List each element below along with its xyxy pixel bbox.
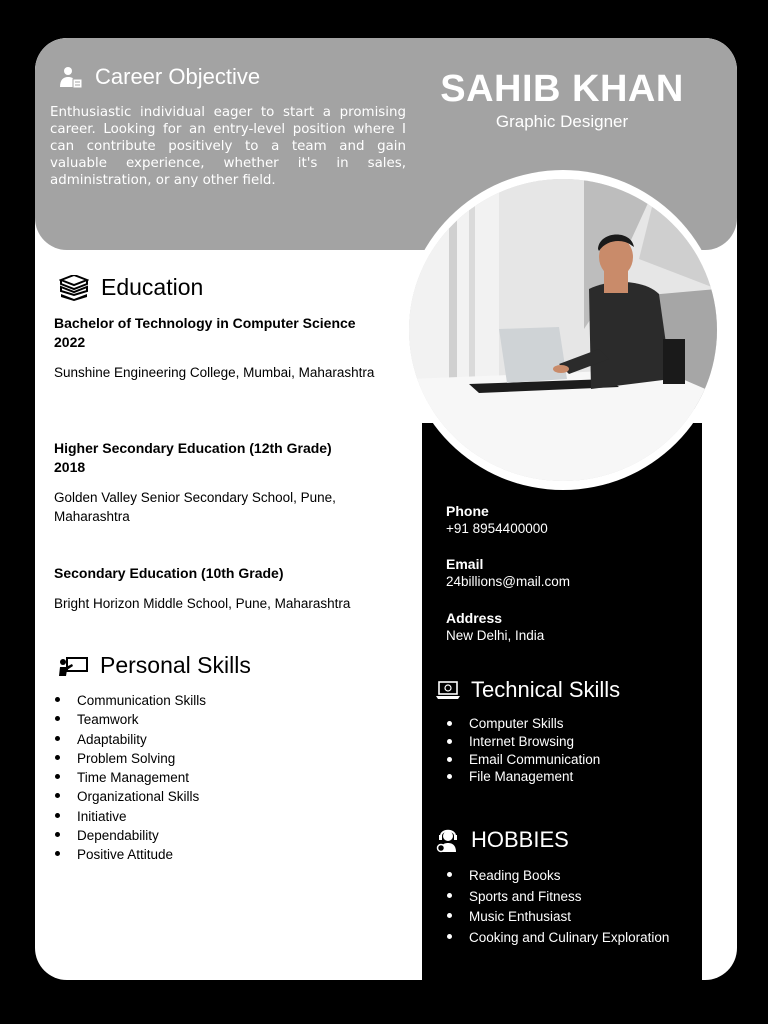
personal-skills-list (54, 691, 206, 865)
education-entry (54, 314, 384, 382)
email-value: 24billions@mail.com (446, 574, 570, 589)
objective-title: Career Objective (95, 64, 261, 89)
education-degree: Bachelor of Technology in Computer Science (54, 315, 356, 331)
list-item: Communication Skills (54, 691, 206, 710)
list-item: Initiative (54, 807, 206, 826)
personal-skills-heading (58, 652, 251, 679)
hobbies-title: HOBBIES (471, 827, 569, 852)
list-item: Reading Books (446, 866, 669, 887)
objective-text: Enthusiastic individual eager to start a promising career. Looking for an entry-level position where I can contribute positively to a team and gain valuable experience, whether it's in sales, administration, or any other field. (50, 105, 406, 188)
hobbies-list (446, 866, 669, 949)
education-title: Education (101, 274, 204, 300)
technical-skills-heading (435, 677, 620, 703)
person-with-document-icon (59, 65, 83, 89)
list-item: Sports and Fitness (446, 887, 669, 908)
laptop-icon (435, 680, 461, 700)
teacher-board-icon (58, 655, 88, 677)
list-item: Problem Solving (54, 749, 206, 768)
contact-address (446, 609, 686, 645)
list-item: Music Enthusiast (446, 907, 669, 928)
education-year: 2022 (54, 334, 86, 350)
education-entry (54, 439, 384, 526)
list-item: Cooking and Culinary Exploration (446, 928, 669, 949)
list-item: Positive Attitude (54, 845, 206, 864)
hobbies-heading (435, 827, 569, 853)
list-item: Internet Browsing (446, 733, 600, 751)
list-item: Dependability (54, 826, 206, 845)
phone-value: +91 8954400000 (446, 521, 548, 536)
personal-skills-title: Personal Skills (100, 652, 251, 678)
resume-card (35, 38, 737, 980)
education-entry (54, 564, 384, 613)
list-item: Teamwork (54, 710, 206, 729)
candidate-role: Graphic Designer (495, 112, 629, 131)
headphones-person-icon (435, 827, 461, 853)
education-heading (59, 274, 203, 301)
address-value: New Delhi, India (446, 628, 545, 643)
technical-skills-title: Technical Skills (471, 677, 621, 702)
list-item: Adaptability (54, 730, 206, 749)
education-degree: Higher Secondary Education (12th Grade) (54, 440, 332, 456)
education-school: Sunshine Engineering College, Mumbai, Maharashtra (54, 365, 375, 380)
education-school: Bright Horizon Middle School, Pune, Maharashtra (54, 596, 351, 611)
objective-heading (59, 64, 260, 90)
candidate-name: SAHIB KHAN (440, 68, 684, 110)
list-item: Computer Skills (446, 715, 600, 733)
phone-label: Phone (446, 503, 489, 519)
education-year: 2018 (54, 459, 86, 475)
list-item: File Management (446, 768, 600, 786)
list-item: Time Management (54, 768, 206, 787)
email-label: Email (446, 556, 484, 572)
profile-photo (409, 179, 717, 481)
contact-email (446, 555, 686, 591)
contact-phone (446, 502, 686, 538)
education-degree: Secondary Education (10th Grade) (54, 565, 284, 581)
technical-skills-list (446, 715, 600, 786)
list-item: Email Communication (446, 751, 600, 769)
profile-photo-illustration (409, 179, 717, 481)
address-label: Address (446, 610, 503, 626)
education-school: Golden Valley Senior Secondary School, Pune, Maharashtra (54, 490, 336, 524)
list-item: Organizational Skills (54, 787, 206, 806)
stacked-books-icon (59, 275, 89, 301)
